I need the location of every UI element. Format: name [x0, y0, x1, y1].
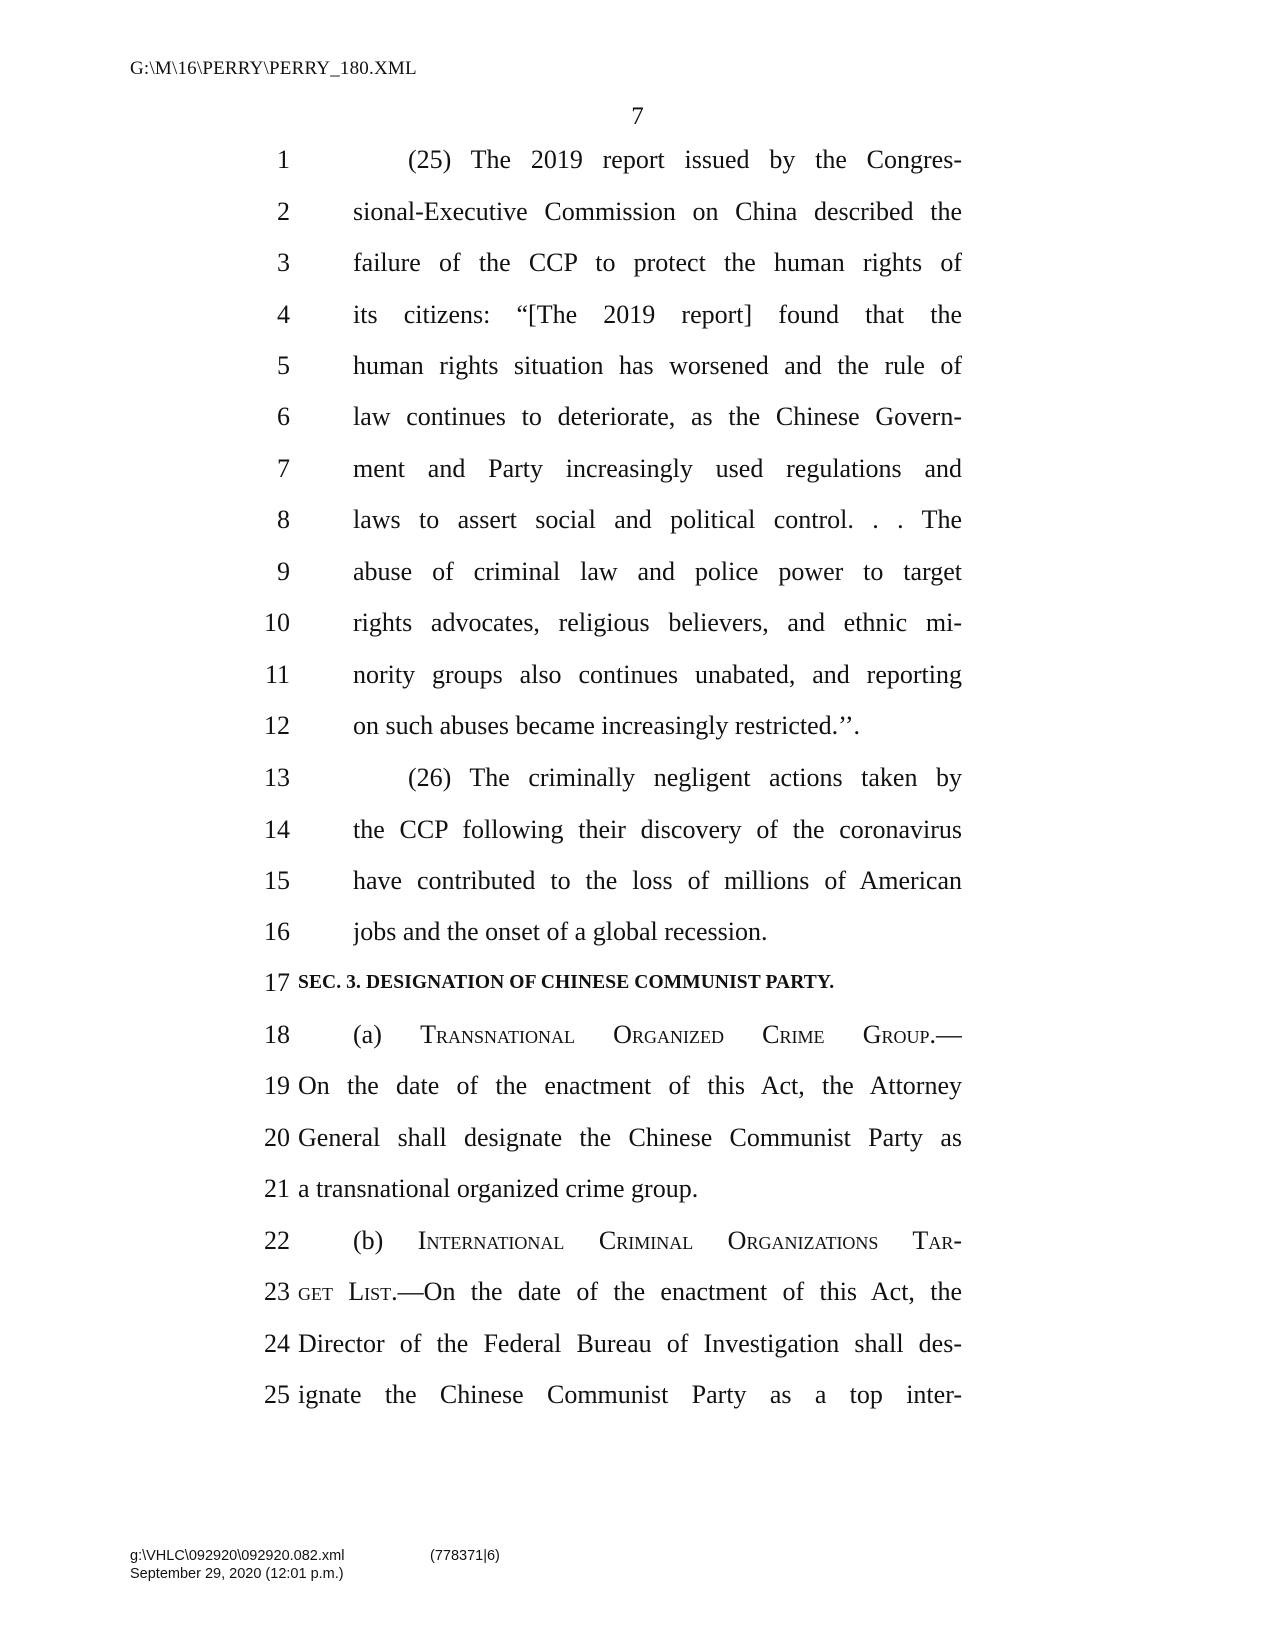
text-line [0, 1118, 1275, 1158]
text-segment: the CCP following their discovery of the coronavirus [353, 815, 962, 844]
line-number: 19 [264, 1071, 290, 1100]
text-segment: on such abuses became increasingly restricted.’’. [353, 711, 861, 740]
footer-date: September 29, 2020 (12:01 p.m.) [130, 1566, 344, 1582]
line-number: 5 [277, 351, 290, 380]
line-text [298, 1272, 962, 1312]
text-segment: a transnational organized crime group. [298, 1174, 699, 1203]
text-segment: (26) The criminally negligent actions taken by [408, 763, 962, 792]
line-text [353, 706, 962, 746]
line-text [408, 140, 962, 180]
text-line [0, 140, 1275, 180]
document-path: G:\M\16\PERRY\PERRY_180.XML [130, 58, 417, 79]
text-line [0, 192, 1275, 232]
footer-document-code: (778371|6) [430, 1548, 500, 1564]
text-line [0, 1066, 1275, 1106]
text-line [0, 1324, 1275, 1364]
page-number: 7 [631, 103, 644, 130]
text-segment: its citizens: “[The 2019 report] found that the [353, 300, 962, 329]
text-line [0, 243, 1275, 283]
text-segment: sional-Executive Commission on China described the [353, 197, 962, 226]
text-line [0, 861, 1275, 901]
line-number: 15 [264, 866, 290, 895]
line-number: 14 [264, 815, 290, 844]
line-text [298, 1324, 962, 1364]
text-segment: law continues to deteriorate, as the Chinese Govern- [353, 402, 962, 431]
line-number: 4 [277, 300, 290, 329]
line-number: 22 [264, 1226, 290, 1255]
text-line [0, 449, 1275, 489]
text-line [0, 1272, 1275, 1312]
text-segment: failure of the CCP to protect the human rights of [353, 248, 962, 277]
line-text [353, 912, 962, 952]
text-segment: (25) The 2019 report issued by the Congres- [408, 145, 962, 174]
text-line [0, 655, 1275, 695]
text-line [0, 1169, 1275, 1209]
text-segment: (b) [353, 1226, 418, 1255]
text-segment: human rights situation has worsened and the rule of [353, 351, 962, 380]
text-segment: nority groups also continues unabated, and reporting [353, 660, 962, 689]
line-text [353, 861, 962, 901]
line-text [298, 1375, 962, 1415]
text-line [0, 603, 1275, 643]
text-line [0, 706, 1275, 746]
text-line [0, 1015, 1275, 1055]
line-number: 20 [264, 1123, 290, 1152]
line-text [353, 552, 962, 592]
line-text [298, 1118, 962, 1158]
line-text [353, 346, 962, 386]
text-segment: have contributed to the loss of millions of American [353, 866, 962, 895]
text-segment: rights advocates, religious believers, and ethnic mi- [353, 608, 962, 637]
line-number: 16 [264, 917, 290, 946]
line-number: 11 [264, 660, 290, 689]
text-segment: Director of the Federal Bureau of Investigation shall des- [298, 1329, 962, 1358]
line-text [408, 758, 962, 798]
line-text [353, 295, 962, 335]
line-number: 13 [264, 763, 290, 792]
text-segment: abuse of criminal law and police power to target [353, 557, 962, 586]
text-line [0, 912, 1275, 952]
text-segment: ment and Party increasingly used regulations and [353, 454, 962, 483]
line-text [353, 655, 962, 695]
line-text [353, 192, 962, 232]
line-text [353, 603, 962, 643]
text-line [0, 758, 1275, 798]
section-heading [298, 963, 962, 1003]
text-line [0, 1375, 1275, 1415]
small-caps-heading-text: International Criminal Organizations Tar- [417, 1226, 962, 1255]
line-text [298, 1066, 962, 1106]
line-number: 24 [264, 1329, 290, 1358]
line-number: 23 [264, 1277, 290, 1306]
line-number: 9 [277, 557, 290, 586]
text-line [0, 1221, 1275, 1261]
text-segment: .—On the date of the enactment of this Act, the [391, 1277, 962, 1306]
text-line [0, 963, 1275, 1003]
text-segment: General shall designate the Chinese Communist Party as [298, 1123, 962, 1152]
small-caps-heading-text: Transnational Organized Crime Group [420, 1020, 930, 1049]
line-text [298, 1169, 962, 1209]
line-text [353, 500, 962, 540]
text-line [0, 500, 1275, 540]
line-number: 7 [277, 454, 290, 483]
line-text [353, 1015, 962, 1055]
small-caps-heading-text: get List [298, 1277, 392, 1306]
page-footer [130, 1547, 500, 1583]
footer-file-path: g:\VHLC\092920\092920.082.xml [130, 1548, 345, 1564]
line-number: 21 [264, 1174, 290, 1203]
line-number: 12 [264, 711, 290, 740]
line-number: 18 [264, 1020, 290, 1049]
line-number: 1 [277, 145, 290, 174]
text-segment: laws to assert social and political control. . . The [353, 505, 962, 534]
text-segment: ignate the Chinese Communist Party as a top inter- [298, 1380, 962, 1409]
line-text [353, 1221, 962, 1261]
line-text [353, 449, 962, 489]
text-line [0, 810, 1275, 850]
line-number: 8 [277, 505, 290, 534]
line-number: 2 [277, 197, 290, 226]
text-segment: jobs and the onset of a global recession. [353, 917, 768, 946]
text-line [0, 295, 1275, 335]
text-segment: .— [929, 1020, 962, 1049]
line-number: 3 [277, 248, 290, 277]
line-number: 17 [264, 968, 290, 997]
text-line [0, 346, 1275, 386]
text-segment: SEC. 3. DESIGNATION OF CHINESE COMMUNIST PARTY. [298, 972, 835, 993]
line-number: 25 [264, 1380, 290, 1409]
text-segment: On the date of the enactment of this Act, the Attorney [298, 1071, 962, 1100]
text-segment: (a) [353, 1020, 421, 1049]
line-number: 6 [277, 402, 290, 431]
text-line [0, 552, 1275, 592]
line-number: 10 [264, 608, 290, 637]
line-text [353, 243, 962, 283]
line-text [353, 397, 962, 437]
line-text [353, 810, 962, 850]
text-line [0, 397, 1275, 437]
